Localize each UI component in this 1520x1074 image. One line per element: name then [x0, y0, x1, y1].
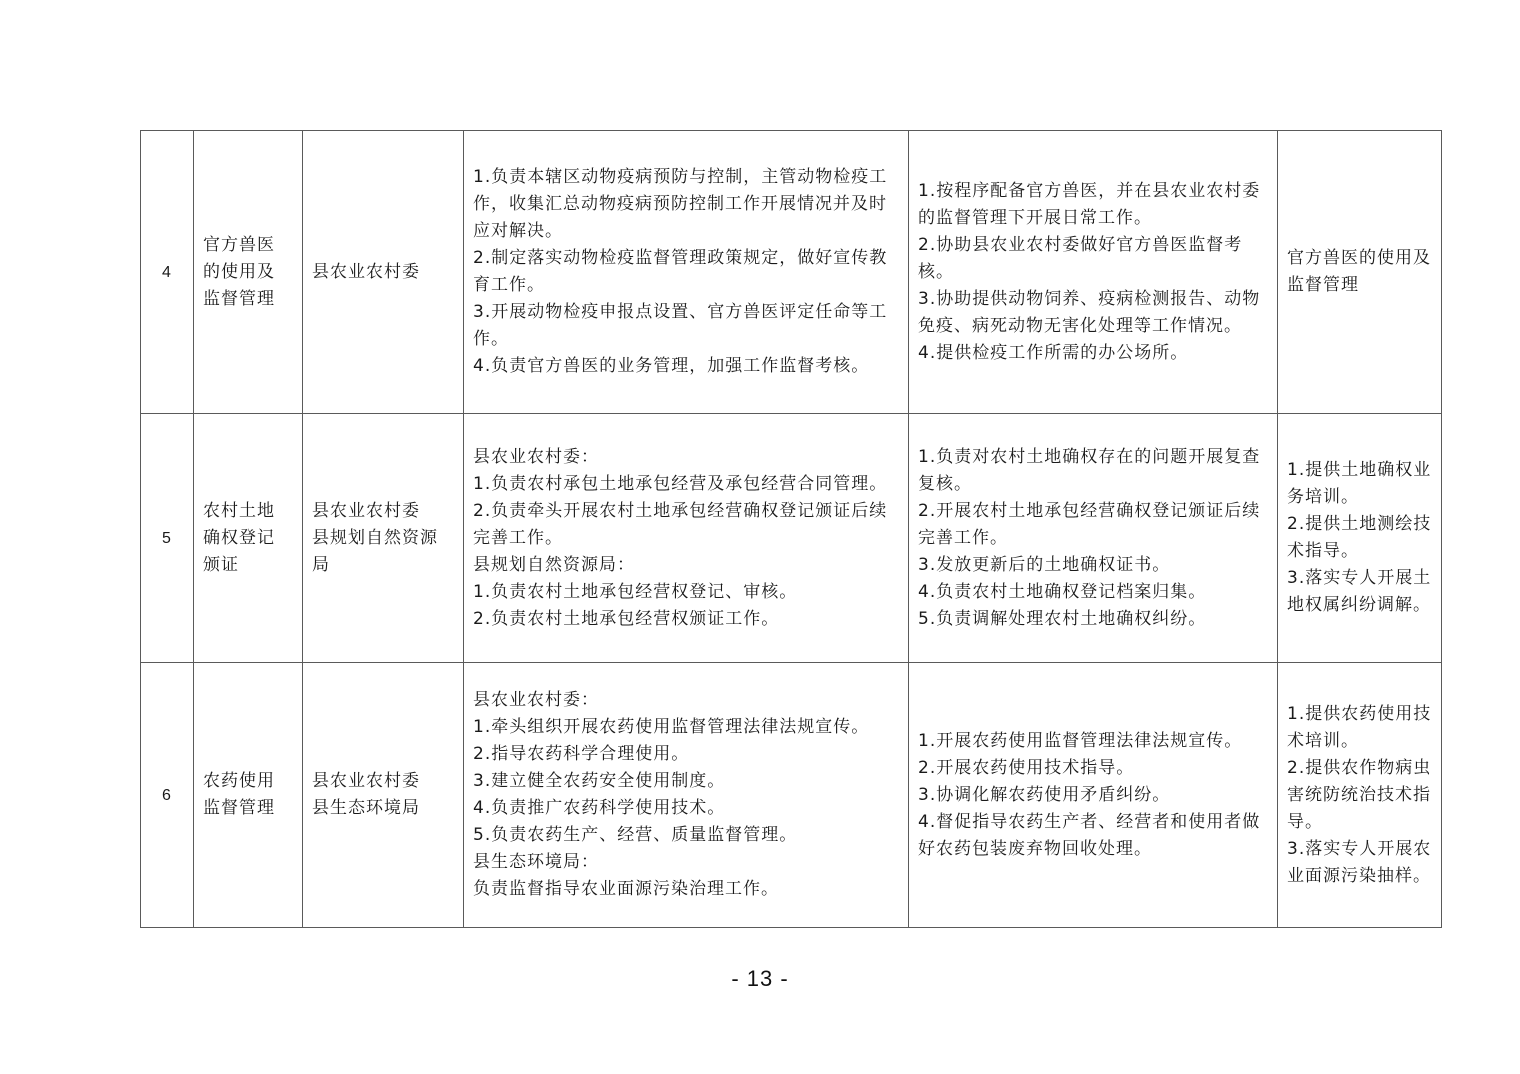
item-name: 农村土地 确权登记 颁证	[203, 500, 275, 575]
support-duties: 1.提供农药使用技术培训。 2.提供农作物病虫害统防统治技术指导。 3.落实专人开展农业面源污染抽样。	[1287, 703, 1432, 886]
item-name: 农药使用 监督管理	[203, 771, 275, 818]
town-duty-cell	[909, 414, 1278, 663]
department-cell	[303, 414, 464, 663]
town-duty-cell	[909, 131, 1278, 414]
department: 县农业农村委	[312, 261, 420, 282]
responsibility-table	[140, 130, 1442, 928]
duty-cell	[464, 663, 909, 928]
table-row	[141, 663, 1442, 928]
table-row	[141, 131, 1442, 414]
item-name-cell	[194, 131, 303, 414]
department: 县农业农村委 县规划自然资源局	[312, 500, 438, 575]
department-duties: 县农业农村委： 1.负责农村承包土地承包经营及承包经营合同管理。 2.负责牵头开展农村土地承包经营确权登记颁证后续完善工作。 县规划自然资源局： 1.负责农村土地承包经营权登记、审核。 2.负责农村土地承包经营权颁证工作。	[473, 446, 888, 629]
support-duties: 官方兽医的使用及监督管理	[1287, 248, 1431, 295]
department-duties: 1.负责本辖区动物疫病预防与控制，主管动物检疫工作，收集汇总动物疫病预防控制工作开展情况并及时应对解决。 2.制定落实动物检疫监督管理政策规定，做好宣传教育工作。 3.开展动物检疫申报点设置、官方兽医评定任命等工作。 4.负责官方兽医的业务管理，加强工作监督考核。	[473, 167, 888, 376]
row-number: 4	[141, 131, 194, 414]
support-cell	[1278, 414, 1442, 663]
item-name: 官方兽医 的使用及 监督管理	[203, 234, 275, 309]
support-duties: 1.提供土地确权业务培训。 2.提供土地测绘技术指导。 3.落实专人开展土地权属纠纷调解。	[1287, 460, 1432, 615]
item-name-cell	[194, 663, 303, 928]
duty-cell	[464, 414, 909, 663]
department: 县农业农村委 县生态环境局	[312, 771, 420, 818]
town-duty-cell	[909, 663, 1278, 928]
support-cell	[1278, 663, 1442, 928]
town-duties: 1.开展农药使用监督管理法律法规宣传。 2.开展农药使用技术指导。 3.协调化解农药使用矛盾纠纷。 4.督促指导农药生产者、经营者和使用者做好农药包装废弃物回收处理。	[918, 730, 1261, 859]
support-cell	[1278, 131, 1442, 414]
item-name-cell	[194, 414, 303, 663]
table-row	[141, 414, 1442, 663]
town-duties: 1.负责对农村土地确权存在的问题开展复查复核。 2.开展农村土地承包经营确权登记颁证后续完善工作。 3.发放更新后的土地确权证书。 4.负责农村土地确权登记档案归集。 5.负责调解处理农村土地确权纠纷。	[918, 446, 1261, 629]
page-number: - 13 -	[731, 966, 789, 991]
department-duties: 县农业农村委： 1.牵头组织开展农药使用监督管理法律法规宣传。 2.指导农药科学合理使用。 3.建立健全农药安全使用制度。 4.负责推广农药科学使用技术。 5.负责农药生产、经营、质量监督管理。 县生态环境局： 负责监督指导农业面源污染治理工作。	[473, 690, 870, 899]
row-number: 6	[141, 663, 194, 928]
row-number: 5	[141, 414, 194, 663]
department-cell	[303, 663, 464, 928]
department-cell	[303, 131, 464, 414]
town-duties: 1.按程序配备官方兽医，并在县农业农村委的监督管理下开展日常工作。 2.协助县农业农村委做好官方兽医监督考核。 3.协助提供动物饲养、疫病检测报告、动物免疫、病死动物无害化处理等工作情况。 4.提供检疫工作所需的办公场所。	[918, 180, 1261, 363]
duty-cell	[464, 131, 909, 414]
